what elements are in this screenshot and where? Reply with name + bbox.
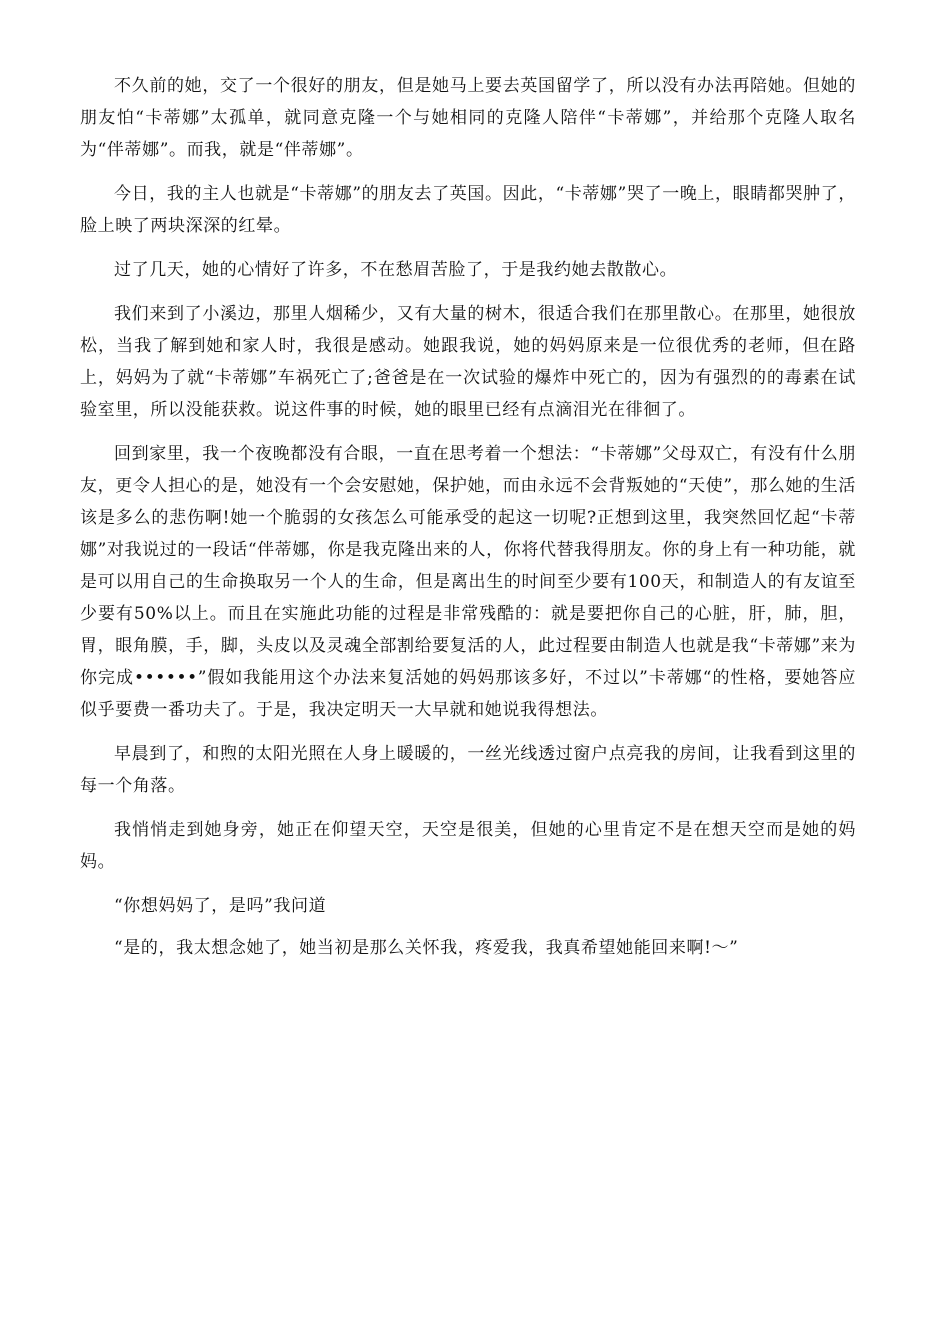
paragraph-5: 回到家里，我一个夜晚都没有合眼，一直在思考着一个想法：“卡蒂娜”父母双亡，有没有什么朋友，更令人担心的是，她没有一个会安慰她，保护她，而由永远不会背叛她的“天使”，那么她的生活该是多么的悲伤啊!她一个脆弱的女孩怎么可能承受的起这一切呢?正想到这里，我突然回忆起“卡蒂娜”对我说过的一段话“伴蒂娜，你是我克隆出来的人，你将代替我得朋友。你的身上有一种功能，就是可以用自己的生命换取另一个人的生命，但是离出生的时间至少要有100天，和制造人的有友谊至少要有50%以上。而且在实施此功能的过程是非常残酷的：就是要把你自己的心脏，肝，肺，胆，胃，眼角膜，手，脚，头皮以及灵魂全部割给要复活的人，此过程要由制造人也就是我“卡蒂娜”来为你完成••••••”假如我能用这个办法来复活她的妈妈那该多好，不过以”卡蒂娜“的性格，要她答应似乎要费一番功夫了。于是，我决定明天一大早就和她说我得想法。: [80, 444, 856, 720]
dialogue-line-1: “你想妈妈了，是吗”我问道: [114, 896, 327, 916]
paragraph-4: 我们来到了小溪边，那里人烟稀少，又有大量的树木，很适合我们在那里散心。在那里，她很放松，当我了解到她和家人时，我很是感动。她跟我说，她的妈妈原来是一位很优秀的老师，但在路上，妈妈为了就“卡蒂娜”车祸死亡了;爸爸是在一次试验的爆炸中死亡的，因为有强烈的的毒素在试验室里，所以没能获救。说这件事的时候，她的眼里已经有点滴泪光在徘徊了。: [80, 304, 856, 420]
paragraph-3: 过了几天，她的心情好了许多，不在愁眉苦脸了，于是我约她去散散心。: [114, 260, 678, 280]
dialogue-line-2: “是的，我太想念她了，她当初是那么关怀我，疼爱我，我真希望她能回来啊!～”: [114, 938, 739, 958]
paragraph-1: 不久前的她，交了一个很好的朋友，但是她马上要去英国留学了，所以没有办法再陪她。但她的朋友怕“卡蒂娜”太孤单，就同意克隆一个与她相同的克隆人陪伴“卡蒂娜”，并给那个克隆人取名为“伴蒂娜”。而我，就是“伴蒂娜”。: [80, 76, 856, 160]
paragraph-2: 今日，我的主人也就是“卡蒂娜”的朋友去了英国。因此，“卡蒂娜”哭了一晚上，眼睛都哭肿了，脸上映了两块深深的红晕。: [80, 184, 856, 236]
paragraph-6: 早晨到了，和煦的太阳光照在人身上暖暖的，一丝光线透过窗户点亮我的房间，让我看到这里的每一个角落。: [80, 744, 856, 796]
paragraph-7: 我悄悄走到她身旁，她正在仰望天空，天空是很美，但她的心里肯定不是在想天空而是她的妈妈。: [80, 820, 856, 872]
